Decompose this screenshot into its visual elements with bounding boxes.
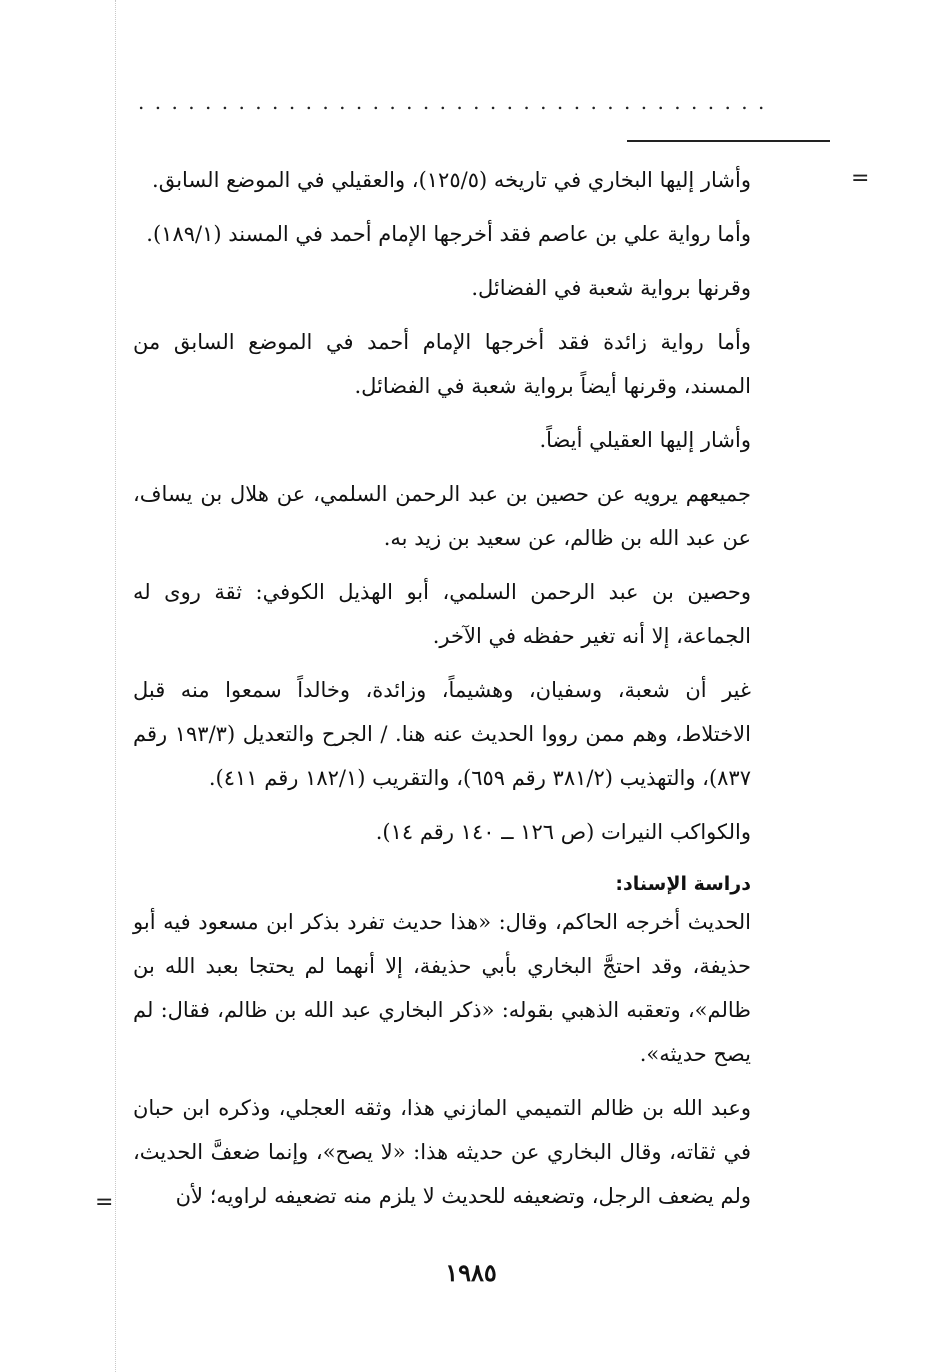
paragraph: وأشار إليها البخاري في تاريخه (١٢٥/٥)، والعقيلي في الموضع السابق. (152, 168, 751, 192)
paragraph: وأما رواية زائدة فقد أخرجها الإمام أحمد في الموضع السابق من المسند، وقرنها أيضاً برواية شعبة في الفضائل. (133, 330, 751, 398)
section-heading: دراسة الإسناد: (615, 873, 751, 895)
footnote-text (133, 158, 751, 1228)
footnote-rule (627, 140, 830, 142)
paragraph: وحصين بن عبد الرحمن السلمي، أبو الهذيل الكوفي: ثقة روى له الجماعة، إلا أنه تغير حفظه في الآخر. (133, 580, 751, 648)
paragraph: جميعهم يرويه عن حصين بن عبد الرحمن السلمي، عن هلال بن يساف، عن عبد الله بن ظالم، عن سعيد بن زيد به. (133, 482, 751, 550)
continuation-mark-bottom: = (95, 1190, 114, 1215)
continuation-mark-top: = (851, 166, 870, 191)
paragraph: الحديث أخرجه الحاكم، وقال: «هذا حديث تفرد بذكر ابن مسعود فيه أبو حذيفة، وقد احتجَّ البخاري بأبي حذيفة، إلا أنهما لم يحتجا بعبد الله بن ظالم»، وتعقبه الذهبي بقوله: «ذكر البخاري عبد الله بن ظالم، فقال: لم يصح حديثه». (133, 910, 751, 1066)
paragraph: وعبد الله بن ظالم التميمي المازني هذا، وثقه العجلي، وذكره ابن حبان في ثقاته، وقال البخاري عن حديثه هذا: «لا يصح»، وإنما ضعفَّ الحديث، ولم يضعف الرجل، وتضعيفه للحديث لا يلزم منه تضعيفه لراويه؛ لأن (133, 1096, 751, 1208)
paragraph: وأما رواية علي بن عاصم فقد أخرجها الإمام أحمد في المسند (١٨٩/١). (146, 222, 751, 246)
paragraph: غير أن شعبة، وسفيان، وهشيماً، وزائدة، وخالداً سمعوا منه قبل الاختلاط، وهم ممن رووا الحديث عنه هنا. / الجرح والتعديل (١٩٣/٣ رقم ٨٣٧)، والتهذيب (٣٨١/٢ رقم ٦٥٩)، والتقريب (١٨٢/١ رقم ٤١١). (133, 678, 751, 790)
binding-margin-line (115, 0, 116, 1372)
paragraph: وأشار إليها العقيلي أيضاً. (539, 428, 751, 452)
dotted-separator: ...................................... (138, 92, 775, 112)
page-number: ١٩٨٥ (445, 1258, 497, 1287)
paragraph: وقرنها برواية شعبة في الفضائل. (471, 276, 751, 300)
paragraph: والكواكب النيرات (ص ١٢٦ ــ ١٤٠ رقم ١٤). (375, 820, 751, 844)
